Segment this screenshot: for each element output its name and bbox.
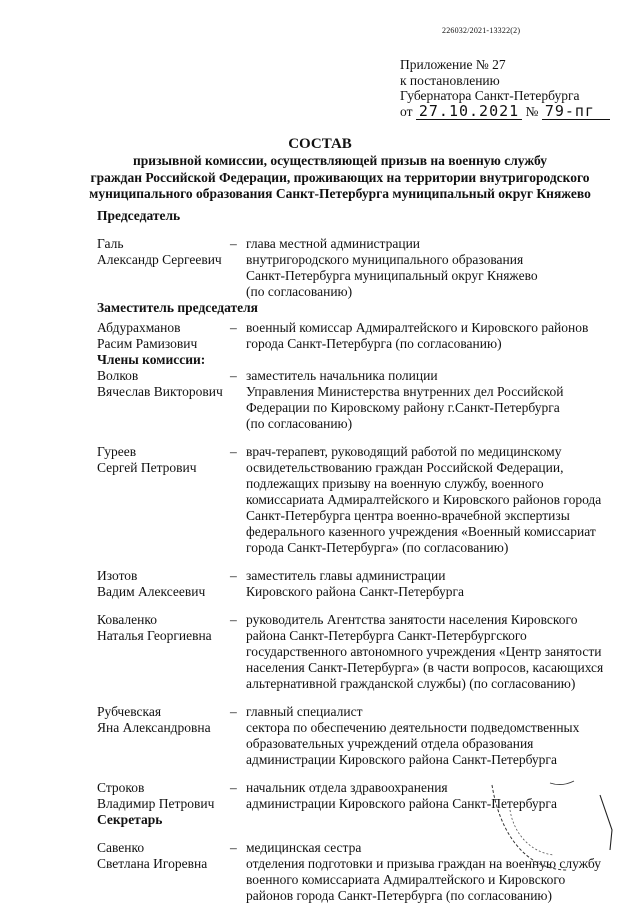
member-entry bbox=[97, 568, 617, 600]
position-line: Кировского района Санкт-Петербурга bbox=[246, 584, 465, 599]
position-line: отделения подготовки и призыва граждан на военную службу bbox=[246, 856, 601, 871]
dash-separator: – bbox=[230, 320, 237, 335]
position-line: начальник отдела здравоохранения bbox=[246, 780, 448, 795]
position-line: администрации Кировского района Санкт-Петербурга bbox=[246, 796, 557, 811]
appendix-line-3: Губернатора Санкт-Петербурга bbox=[400, 88, 580, 103]
member-name bbox=[97, 568, 230, 600]
member-name bbox=[97, 444, 230, 476]
position-line: подлежащих призыву на военную службу, военного bbox=[246, 476, 544, 491]
member-surname: Рубчевская bbox=[97, 704, 162, 719]
member-name bbox=[97, 780, 230, 812]
stamp-arc-inner bbox=[510, 810, 554, 855]
member-given-names: Яна Александровна bbox=[97, 720, 211, 735]
member-entry bbox=[97, 320, 617, 352]
position-line: глава местной администрации bbox=[246, 236, 421, 251]
position-line: образовательных учреждений отдела образования bbox=[246, 736, 534, 751]
position-line: (по согласованию) bbox=[246, 284, 353, 299]
document-number: 226032/2021-13322(2) bbox=[442, 26, 521, 35]
member-name bbox=[97, 612, 230, 644]
member-given-names: Владимир Петрович bbox=[97, 796, 215, 811]
member-given-names: Наталья Георгиевна bbox=[97, 628, 212, 643]
subtitle-line: муниципального образования Санкт-Петербурга муниципальный округ Княжево bbox=[89, 186, 591, 201]
position-line: сектора по обеспечению деятельности подведомственных bbox=[246, 720, 580, 735]
member-given-names: Расим Рамизович bbox=[97, 336, 198, 351]
appendix-line-1: Приложение № 27 bbox=[400, 57, 506, 72]
member-surname: Коваленко bbox=[97, 612, 157, 627]
member-position bbox=[246, 368, 617, 432]
member-entry bbox=[97, 444, 617, 556]
dash-separator: – bbox=[230, 568, 237, 583]
member-position bbox=[246, 236, 617, 300]
position-line: врач-терапевт, руководящий работой по медицинскому bbox=[246, 444, 562, 459]
member-position bbox=[246, 320, 617, 352]
member-name bbox=[97, 320, 230, 352]
appendix-date-line bbox=[400, 101, 610, 121]
member-position bbox=[246, 444, 617, 556]
position-line: военного комиссариата Адмиралтейского и Кировского bbox=[246, 872, 566, 887]
appendix-line-2: к постановлению bbox=[400, 72, 500, 88]
position-line: главный специалист bbox=[246, 704, 363, 719]
position-line: администрации Кировского района Санкт-Петербурга bbox=[246, 752, 557, 767]
member-name bbox=[97, 704, 230, 736]
position-line: районов города Санкт-Петербурга (по согласованию) bbox=[246, 888, 553, 903]
signature-stroke bbox=[550, 781, 574, 785]
number-prefix: № bbox=[525, 103, 539, 119]
dash-separator: – bbox=[230, 780, 237, 795]
section-heading-deputy: Заместитель председателя bbox=[97, 300, 258, 315]
position-line: медицинская сестра bbox=[246, 840, 362, 855]
member-given-names: Сергей Петрович bbox=[97, 460, 197, 475]
partial-stamp-mark bbox=[482, 775, 622, 895]
member-name bbox=[97, 368, 230, 400]
subtitle-line: граждан Российской Федерации, проживающих на территории внутригородского bbox=[90, 169, 590, 185]
section-heading-secretary: Секретарь bbox=[97, 812, 163, 827]
dash-separator: – bbox=[230, 368, 237, 383]
position-line: города Санкт-Петербурга» (по согласованию) bbox=[246, 540, 509, 555]
handwritten-date: 27.10.2021 bbox=[416, 104, 522, 121]
member-position bbox=[246, 568, 617, 600]
member-surname: Гуреев bbox=[97, 444, 137, 459]
member-position bbox=[246, 704, 617, 768]
appendix-block bbox=[400, 57, 610, 120]
dash-separator: – bbox=[230, 840, 237, 855]
position-line: внутригородского муниципального образования bbox=[246, 252, 524, 267]
position-line: комиссариата Адмиралтейского и Кировского районов города bbox=[246, 492, 602, 507]
position-line: города Санкт-Петербурга (по согласованию) bbox=[246, 336, 502, 351]
signature-stroke bbox=[600, 795, 612, 850]
position-line: (по согласованию) bbox=[246, 416, 353, 431]
member-given-names: Вячеслав Викторович bbox=[97, 384, 223, 399]
member-surname: Волков bbox=[97, 368, 139, 383]
position-line: федерального казенного учреждения «Военный комиссариат bbox=[246, 524, 596, 539]
position-line: заместитель главы администрации bbox=[246, 568, 446, 583]
position-line: района Санкт-Петербурга Санкт-Петербургского bbox=[246, 628, 527, 643]
dash-separator: – bbox=[230, 444, 237, 459]
position-line: Санкт-Петербурга муниципальный округ Княжево bbox=[246, 268, 538, 283]
subtitle-line: призывной комиссии, осуществляющей призыв на военную службу bbox=[133, 153, 547, 168]
member-name bbox=[97, 840, 230, 872]
member-entry bbox=[97, 368, 617, 432]
section-heading-chairman: Председатель bbox=[97, 208, 181, 223]
member-given-names: Александр Сергеевич bbox=[97, 252, 222, 267]
handwritten-number: 79-пг bbox=[542, 104, 610, 121]
document-subtitle bbox=[80, 153, 600, 203]
section-heading-members: Члены комиссии: bbox=[97, 352, 206, 367]
position-line: альтернативной гражданской службы) (по согласованию) bbox=[246, 676, 576, 691]
date-prefix: от bbox=[400, 103, 413, 119]
member-given-names: Вадим Алексеевич bbox=[97, 584, 206, 599]
document-title: СОСТАВ bbox=[288, 136, 352, 152]
stamp-arc bbox=[492, 785, 567, 870]
member-given-names: Светлана Игоревна bbox=[97, 856, 208, 871]
member-entry bbox=[97, 236, 617, 300]
dash-separator: – bbox=[230, 612, 237, 627]
member-surname: Строков bbox=[97, 780, 145, 795]
dash-separator: – bbox=[230, 704, 237, 719]
member-entry bbox=[97, 612, 617, 692]
member-surname: Савенко bbox=[97, 840, 145, 855]
position-line: заместитель начальника полиции bbox=[246, 368, 438, 383]
position-line: населения Санкт-Петербурга» (в части вопросов, касающихся bbox=[246, 660, 604, 675]
dash-separator: – bbox=[230, 236, 237, 251]
position-line: Санкт-Петербурга центра военно-врачебной экспертизы bbox=[246, 508, 570, 523]
member-surname: Галь bbox=[97, 236, 124, 251]
position-line: Федерации по Кировскому району г.Санкт-Петербурга bbox=[246, 400, 560, 415]
position-line: Управления Министерства внутренних дел Российской bbox=[246, 384, 564, 399]
member-surname: Абдурахманов bbox=[97, 320, 181, 335]
member-surname: Изотов bbox=[97, 568, 138, 583]
position-line: военный комиссар Адмиралтейского и Кировского районов bbox=[246, 320, 589, 335]
position-line: руководитель Агентства занятости населения Кировского bbox=[246, 612, 578, 627]
position-line: государственного автономного учреждения «Центр занятости bbox=[246, 644, 602, 659]
position-line: освидетельствованию граждан Российской Федерации, bbox=[246, 460, 564, 475]
member-entry bbox=[97, 704, 617, 768]
member-name bbox=[97, 236, 230, 268]
member-position bbox=[246, 612, 617, 692]
